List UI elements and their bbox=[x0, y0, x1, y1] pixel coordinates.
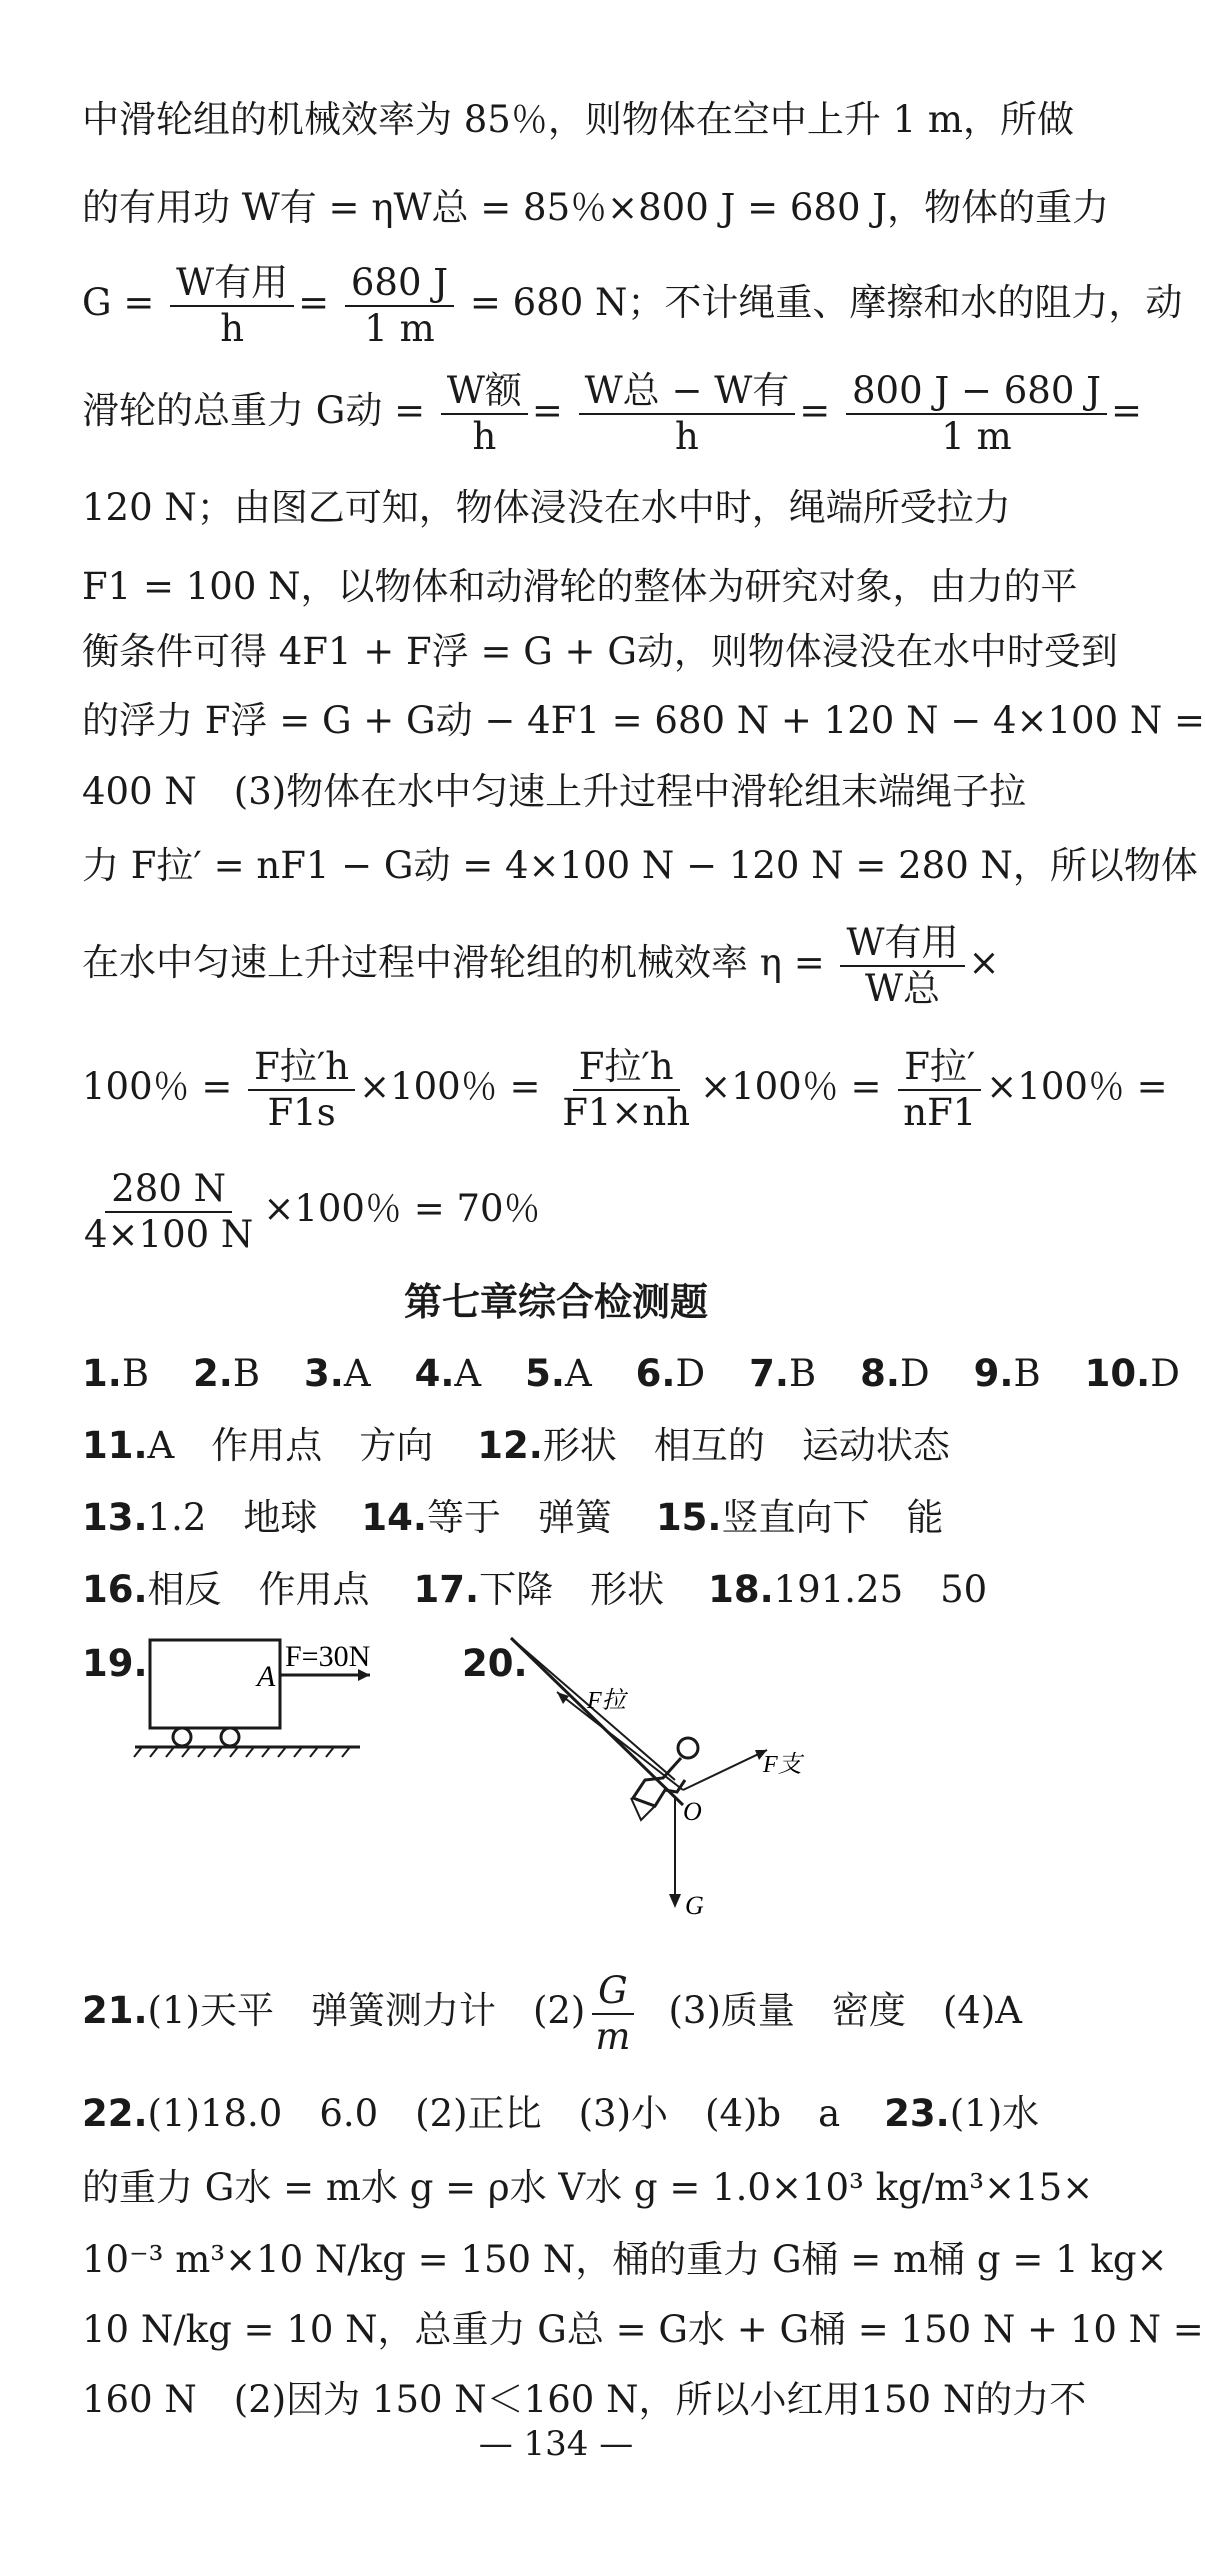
fraction-680j-over-1m: $\frac{680 J}{1 m}$ bbox=[345, 261, 454, 351]
q20-force-diagram bbox=[505, 1630, 805, 1930]
fraction-280-over-400: $\frac{280 N}{4\times 100 N}$ bbox=[84, 1166, 254, 1256]
cart-wheel-right bbox=[221, 1728, 239, 1746]
q20-label: 20. bbox=[462, 1642, 528, 1685]
page-number: — 134 — bbox=[478, 2424, 634, 2464]
solution-line-10: 力 F拉′ = nF1 − G动 = 4×100 N − 120 N = 280 N，所以物体 bbox=[82, 844, 1198, 887]
fraction-g-over-m: $\frac{G}{m}$ bbox=[589, 1969, 636, 2059]
chapter-title: 第七章综合检测题 bbox=[403, 1280, 708, 1324]
fraction-fh-over-fs: $\frac{\text{F拉′h}}{F1s}$ bbox=[248, 1045, 355, 1135]
answers-row-1: 1.B 2.B 3.A 4.A 5.A 6.D 7.B 8.D 9.B 10.D bbox=[82, 1352, 1180, 1395]
climber-head bbox=[678, 1738, 698, 1758]
answer-q23-line-3: 10 N/kg = 10 N，总重力 G总 = G水 + G桶 = 150 N + 10 N = bbox=[82, 2308, 1204, 2351]
answer-q21: 21.(1)天平 弹簧测力计 (2) $\frac{G}{m}$ (3)质量 密度 (4)A bbox=[82, 1968, 1023, 2058]
solution-line-6: F1 = 100 N，以物体和动滑轮的整体为研究对象，由力的平 bbox=[82, 565, 1078, 608]
answer-q23-line-1: 的重力 G水 = m水 g = ρ水 V水 g = 1.0×10³ kg/m³×15× bbox=[82, 2166, 1094, 2209]
solution-line-11: 在水中匀速上升过程中滑轮组的机械效率 η = $\frac{\text{W有用}}{\text{W总}}$ × bbox=[82, 920, 1000, 1010]
fraction-f-over-nf: $\frac{\text{F拉′}}{nF1}$ bbox=[897, 1045, 982, 1135]
answer-q23-line-4: 160 N (2)因为 150 N＜160 N，所以小红用150 N的力不 bbox=[82, 2378, 1087, 2421]
fraction-800-minus-680: $\frac{800 J - 680 J}{1 m}$ bbox=[846, 369, 1107, 459]
answer-q23-line-2: 10⁻³ m³×10 N/kg = 150 N，桶的重力 G桶 = m桶 g = 1 kg× bbox=[82, 2238, 1168, 2281]
point-a-label: A bbox=[257, 1660, 276, 1693]
solution-line-9: 400 N (3)物体在水中匀速上升过程中滑轮组末端绳子拉 bbox=[82, 770, 1027, 813]
cart-wheel-left bbox=[173, 1728, 191, 1746]
solution-line-1: 中滑轮组的机械效率为 85％，则物体在空中上升 1 m，所做 bbox=[82, 98, 1074, 141]
solution-line-2: 的有用功 W有 = ηW总 = 85％×800 J = 680 J，物体的重力 bbox=[82, 186, 1110, 229]
origin-label: O bbox=[683, 1797, 702, 1826]
pull-force-label: F拉 bbox=[587, 1688, 626, 1714]
solution-line-12: 100％ = $\frac{\text{F拉′h}}{F1s}$ ×100％ = $\frac{\text{F拉′h}}{F1\times nh}$ ×100％ = $\frac{\text{F拉′}}{nF1}$ ×100％ = bbox=[82, 1044, 1168, 1134]
fraction-wextra-over-h: $\frac{\text{W额}}{h}$ bbox=[441, 369, 528, 459]
support-force-label: F支 bbox=[763, 1752, 802, 1778]
solution-line-8: 的浮力 F浮 = G + G动 − 4F1 = 680 N + 120 N − 4×100 N = bbox=[82, 699, 1205, 742]
answers-row-4: 16.相反 作用点 17.下降 形状 18.191.25 50 bbox=[82, 1568, 988, 1611]
solution-line-5: 120 N；由图乙可知，物体浸没在水中时，绳端所受拉力 bbox=[82, 486, 1011, 529]
fraction-eta: $\frac{\text{W有用}}{\text{W总}}$ bbox=[840, 921, 964, 1011]
solution-line-3: G = $\frac{\text{W有用}}{h}$ = $\frac{680 J}{1 m}$ = 680 N；不计绳重、摩擦和水的阻力，动 bbox=[82, 260, 1183, 350]
solution-line-4: 滑轮的总重力 G动 = $\frac{\text{W额}}{h}$ = $\frac{\text{W总 − W有}}{h}$ = $\frac{800 J - 680 J}{1 m}$ = bbox=[82, 368, 1142, 458]
answers-row-3: 13.1.2 地球 14.等于 弹簧 15.竖直向下 能 bbox=[82, 1496, 944, 1539]
solution-line-13: $\frac{280 N}{4\times 100 N}$ ×100％ = 70％ bbox=[78, 1162, 1064, 1257]
force-label: F=30N bbox=[285, 1640, 371, 1673]
solution-line-7: 衡条件可得 4F1 + F浮 = G + G动，则物体浸没在水中时受到 bbox=[82, 630, 1118, 673]
answer-q22: 22.(1)18.0 6.0 (2)正比 (3)小 (4)b a 23.(1)水 bbox=[82, 2092, 1040, 2135]
fraction-w-over-h: $\frac{\text{W有用}}{h}$ bbox=[170, 261, 294, 351]
fraction-wtotal-minus-wuseful: $\frac{\text{W总 − W有}}{h}$ bbox=[579, 369, 796, 459]
answers-row-2: 11.A 作用点 方向 12.形状 相互的 运动状态 bbox=[82, 1424, 950, 1467]
q19-cart-force-diagram bbox=[130, 1630, 390, 1760]
q19-label: 19. bbox=[82, 1642, 148, 1685]
gravity-label: G bbox=[685, 1891, 704, 1920]
gravity-head bbox=[669, 1894, 681, 1908]
fraction-fh-over-fnh: $\frac{\text{F拉′h}}{F1\times nh}$ bbox=[562, 1044, 691, 1134]
